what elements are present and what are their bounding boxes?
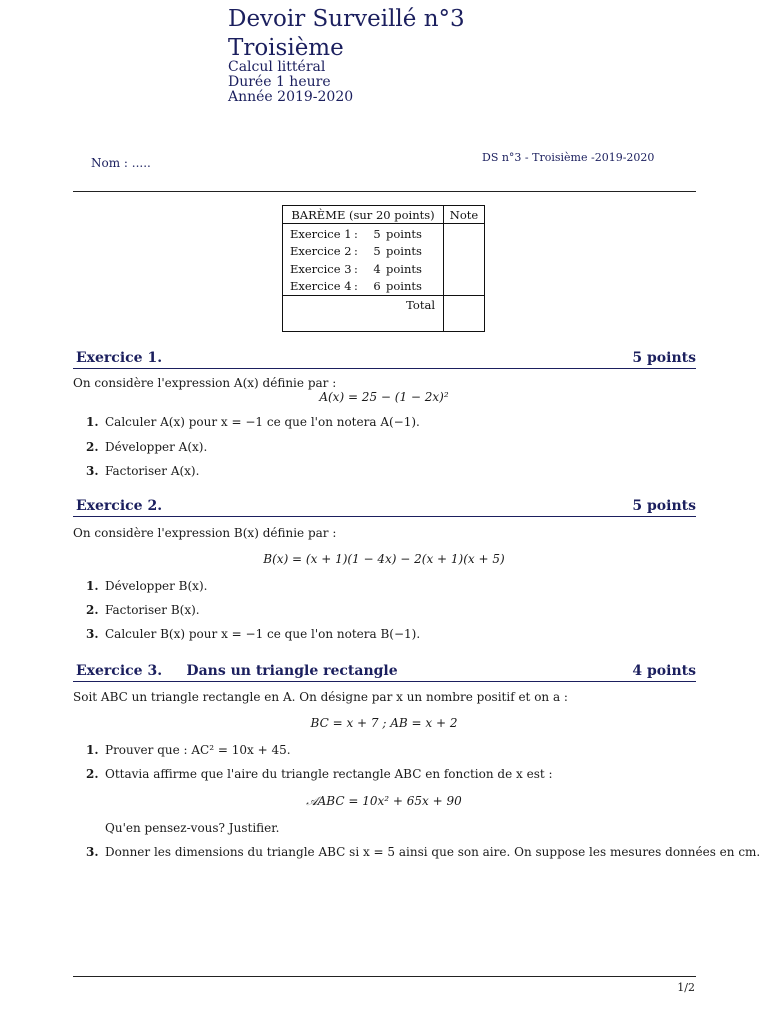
list-item: 3. Factoriser A(x). <box>86 464 200 478</box>
exercise-2-title: Exercice 2. <box>76 498 163 514</box>
exercise-3-intro: Soit ABC un triangle rectangle en A. On désigne par x un nombre positif et on a : <box>73 690 568 704</box>
header-divider <box>73 191 696 192</box>
exercise-1-formula: A(x) = 25 − (1 − 2x)² <box>319 390 449 404</box>
table-row: Exercice 4 : 6 points <box>290 279 422 294</box>
footer-divider <box>73 976 696 977</box>
exercise-3-area-formula: 𝒜ABC = 10x² + 65x + 90 <box>306 794 462 808</box>
list-item: 2. Ottavia affirme que l'aire du triangle rectangle ABC en fonction de x est : <box>86 767 553 781</box>
grading-heading: BARÈME (sur 20 points) <box>283 206 444 224</box>
list-item: 1. Prouver que : AC² = 10x + 45. <box>86 743 291 757</box>
note-cell <box>444 224 485 296</box>
note-heading: Note <box>444 206 485 224</box>
running-header: DS n°3 - Troisième -2019-2020 <box>482 151 655 164</box>
total-note-cell <box>444 296 485 332</box>
duration: Durée 1 heure <box>228 74 331 90</box>
exercise-1-points: 5 points <box>632 350 696 366</box>
class-level: Troisième <box>228 35 344 61</box>
grading-table <box>282 205 485 332</box>
exercise-1-title: Exercice 1. <box>76 350 163 366</box>
title-block <box>228 8 465 105</box>
exercise-3-points: 4 points <box>632 663 696 679</box>
page-number: 1/2 <box>677 981 695 994</box>
exercise-3-title: Exercice 3. Dans un triangle rectangle <box>76 663 398 679</box>
exercise-2-header <box>73 498 696 517</box>
list-item: 3. Calculer B(x) pour x = −1 ce que l'on notera B(−1). <box>86 627 421 641</box>
subtitle: Calcul littéral <box>228 59 326 75</box>
list-item: 1. Calculer A(x) pour x = −1 ce que l'on notera A(−1). <box>86 415 420 429</box>
total-label: Total <box>283 296 444 332</box>
exercise-2-formula: B(x) = (x + 1)(1 − 4x) − 2(x + 1)(x + 5) <box>263 552 505 566</box>
exercise-1-intro: On considère l'expression A(x) définie par : <box>73 376 337 390</box>
grading-rows <box>283 224 444 296</box>
name-field-label: Nom : ..... <box>91 156 151 170</box>
exercise-1-header <box>73 350 696 369</box>
exercise-2-intro: On considère l'expression B(x) définie par : <box>73 526 337 540</box>
list-item: 2. Développer A(x). <box>86 440 208 454</box>
table-row: Exercice 2 : 5 points <box>290 244 422 259</box>
document-title: Devoir Surveillé n°3 <box>228 6 465 32</box>
school-year: Année 2019-2020 <box>228 89 354 105</box>
table-row: Exercice 3 : 4 points <box>290 261 422 276</box>
list-item: 1. Développer B(x). <box>86 579 208 593</box>
list-item: 3. Donner les dimensions du triangle ABC si x = 5 ainsi que son aire. On suppose les mesures données en cm. <box>86 845 761 859</box>
exercise-3-followup: Qu'en pensez-vous? Justifier. <box>105 821 280 835</box>
exercise-3-header <box>73 663 696 682</box>
exercise-3-formula: BC = x + 7 ; AB = x + 2 <box>310 716 458 730</box>
table-row: Exercice 1 : 5 points <box>290 226 422 241</box>
list-item: 2. Factoriser B(x). <box>86 603 200 617</box>
exercise-2-points: 5 points <box>632 498 696 514</box>
